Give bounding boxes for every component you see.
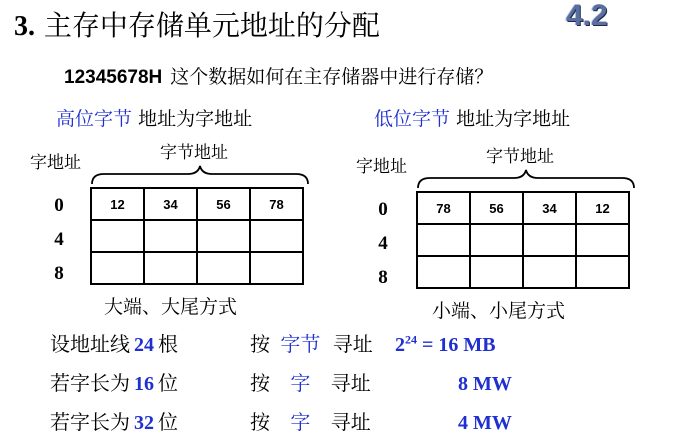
memory-row: [91, 188, 303, 220]
fact-value: 32: [134, 412, 154, 434]
right-row-label-8: 8: [378, 267, 388, 288]
memory-cell: 12: [91, 188, 144, 220]
memory-cell: [250, 252, 303, 284]
memory-cell: [197, 220, 250, 252]
left-memory-grid: [90, 187, 304, 285]
fact-result-2: [458, 408, 512, 437]
memory-cell: [470, 224, 523, 256]
fact-by: 按: [250, 410, 270, 434]
fact-result: 8 MW: [458, 373, 512, 395]
section-badge: 4.2: [566, 0, 608, 32]
memory-row: [91, 220, 303, 252]
data-value: 12345678H: [64, 67, 163, 88]
fact-row-32bit: [50, 408, 178, 437]
left-byte-address-label: 字节地址: [160, 143, 228, 163]
left-row-label-8: 8: [54, 263, 64, 284]
fact-by: 按: [250, 371, 270, 395]
fact-by: 按: [250, 332, 270, 356]
fact-mode-row-1: [250, 369, 371, 397]
left-row-label-4: 4: [54, 229, 64, 250]
memory-row: [417, 192, 629, 224]
fact-unit: 根: [158, 332, 178, 356]
fact-result-exponent: 24: [405, 332, 417, 347]
memory-cell: 34: [144, 188, 197, 220]
right-caption-rest: 地址为字地址: [456, 108, 571, 130]
fact-result-rest: = 16 MB: [417, 334, 496, 356]
memory-cell: [91, 220, 144, 252]
right-row-label-4: 4: [378, 233, 388, 254]
memory-cell: [523, 224, 576, 256]
fact-result-0: [395, 330, 496, 359]
memory-cell: [250, 220, 303, 252]
fact-value: 16: [134, 373, 154, 395]
fact-value: 24: [134, 334, 154, 356]
fact-prefix: 设地址线: [50, 332, 130, 356]
right-row-label-0: 0: [378, 199, 388, 220]
fact-seek: 寻址: [332, 332, 373, 356]
fact-result-1: [458, 369, 512, 398]
memory-cell: [417, 256, 470, 288]
fact-seek: 寻址: [330, 410, 371, 434]
fact-unit: 位: [158, 371, 178, 395]
fact-row-16bit: [50, 369, 178, 398]
memory-cell: 12: [576, 192, 629, 224]
fact-result: 4 MW: [458, 412, 512, 434]
memory-cell: [470, 256, 523, 288]
fact-mode-row-2: [250, 408, 371, 436]
right-caption: [374, 106, 570, 132]
question-line: [64, 64, 493, 91]
memory-cell: [197, 252, 250, 284]
memory-cell: [144, 252, 197, 284]
memory-cell: 78: [417, 192, 470, 224]
fact-unit: 位: [158, 410, 178, 434]
memory-cell: 78: [250, 188, 303, 220]
memory-cell: [523, 256, 576, 288]
memory-cell: [576, 224, 629, 256]
right-byte-address-label: 字节地址: [486, 147, 554, 167]
memory-row: [417, 224, 629, 256]
memory-cell: [144, 220, 197, 252]
left-row-label-0: 0: [54, 195, 64, 216]
memory-cell: 56: [197, 188, 250, 220]
right-memory-grid: [416, 191, 630, 289]
section-number: 3.: [14, 11, 35, 42]
section-title: 主存中存储单元地址的分配: [43, 9, 380, 42]
fact-mode: 字: [290, 371, 311, 395]
memory-cell: [91, 252, 144, 284]
right-caption-highlight: 低位字节: [374, 108, 451, 130]
fact-mode-row-0: [250, 330, 373, 358]
right-mode-label: 小端、小尾方式: [432, 300, 566, 322]
fact-mode: 字: [290, 410, 311, 434]
left-brace: [90, 164, 312, 186]
left-mode-label: 大端、大尾方式: [104, 296, 238, 318]
slide-heading: [14, 6, 380, 47]
right-brace: [416, 168, 638, 190]
memory-cell: 34: [523, 192, 576, 224]
right-word-address-label: 字地址: [356, 157, 407, 177]
memory-cell: 56: [470, 192, 523, 224]
fact-row-address-lines: [50, 330, 178, 359]
fact-result-base: 2: [395, 334, 405, 356]
left-caption-rest: 地址为字地址: [138, 108, 253, 130]
memory-cell: [417, 224, 470, 256]
fact-prefix: 若字长为: [50, 410, 130, 434]
question-text: 这个数据如何在主存储器中进行存储？: [170, 66, 494, 88]
left-caption-highlight: 高位字节: [56, 108, 133, 130]
memory-cell: [576, 256, 629, 288]
left-word-address-label: 字地址: [30, 153, 81, 173]
fact-prefix: 若字长为: [50, 371, 130, 395]
left-caption: [56, 106, 252, 132]
memory-row: [91, 252, 303, 284]
fact-mode: 字节: [280, 332, 321, 356]
fact-seek: 寻址: [330, 371, 371, 395]
memory-row: [417, 256, 629, 288]
